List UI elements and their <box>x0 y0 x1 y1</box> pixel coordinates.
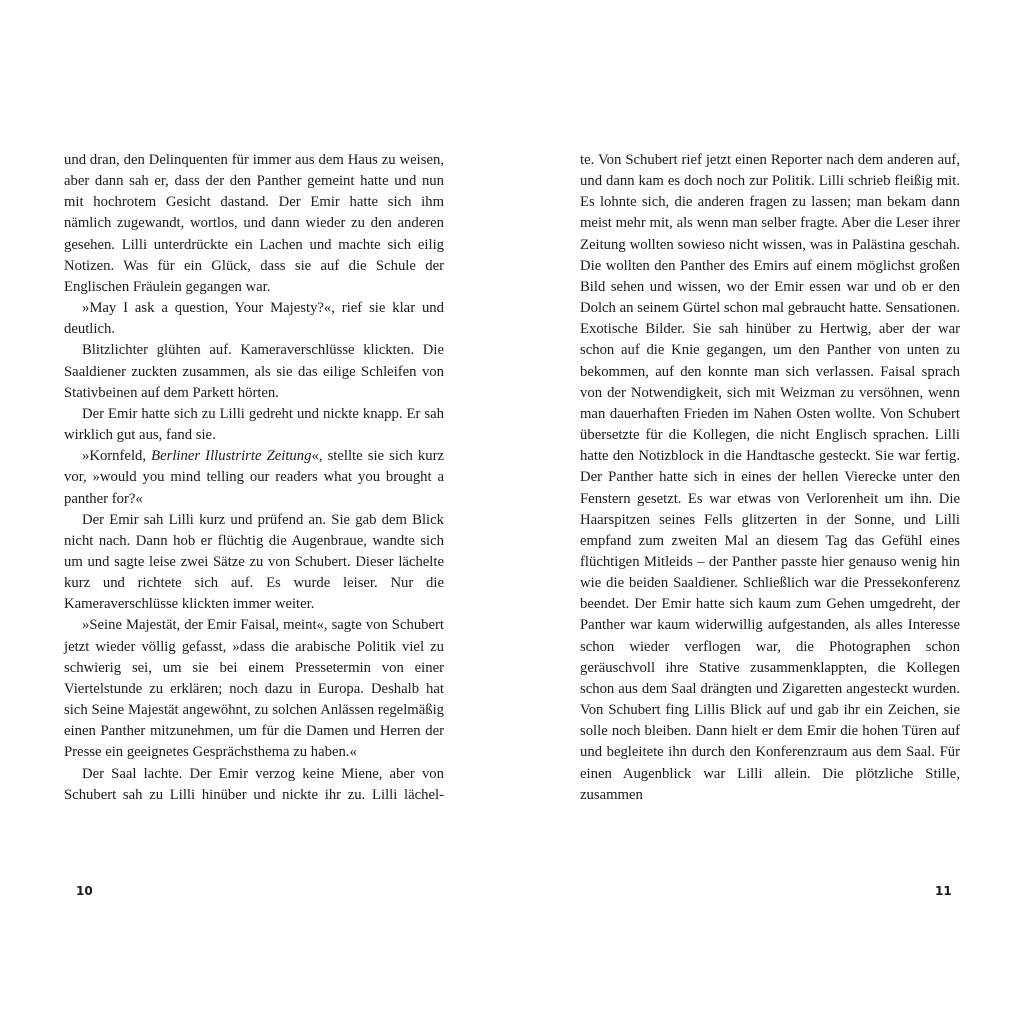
text-segment: »May I ask a question, Your Majesty?«, rief sie klar und deutlich. <box>64 300 444 338</box>
text-segment: te. Von Schubert rief jetzt einen Reporter nach dem anderen auf, und dann kam es doch noch zur Politik. Lilli schrieb fleißig mit. Es lohnte sich, die anderen fragen zu lassen; man bekam dann meist mehr mit, als wenn man selber fragte. Aber die Leser ihrer Zeitung wollten sowieso nicht wissen, was in Palästina geschah. Die wollten den Panther des Emirs auf einem möglichst großen Bild sehen und wissen, wo der Emir essen war und ob er den Dolch an seinem Gürtel schon mal gebraucht hatte. Sensationen. Exotische Bilder. Sie sah hinüber zu Hertwig, aber der war schon auf die Knie gegangen, um den Panther von unten zu bekommen, auf den konnte man sich verlassen. Faisal sprach von der Notwendigkeit, sich mit Weizman zu versöhnen, wenn man dauerhaften Frieden im Nahen Osten wollte. Von Schubert übersetzte für die Kollegen, die nicht Englisch sprachen. Lilli hatte den Notizblock in die Handtasche gesteckt. Sie war fertig. Der Panther hatte sich in eines der hellen Vierecke unter den Fenstern gesetzt. Es war etwas von Verlorenheit um ihn. Die Haarspitzen seines Fells glitzerten in der Sonne, und Lilli empfand zum zweiten Mal an diesem Tag das Gefühl eines flüchtigen Mitleids – der Panther passte hier genauso wenig hin wie die beiden Saaldiener. Schließlich war die Pressekonferenz beendet. Der Emir hatte sich kaum zum Gehen umgedreht, der Panther war kaum widerwillig aufgestanden, als alles Interesse schon wieder verflogen war, die Photographen schon geräuschvoll ihre Stative zusammenklappten, die Kollegen schon aus dem Saal drängten und Zigaretten angesteckt wurden. Von Schubert fing Lillis Blick auf und gab ihr ein Zeichen, sie solle noch bleiben. Dann hielt er dem Emir die hohen Türen auf und begleitete ihn durch den Konferenzraum aus dem Saal. Für einen Augenblick war Lilli allein. Die plötzliche Stille, zusammen <box>580 152 960 803</box>
text-segment: «, stellte sie sich kurz vor, »would you mind telling our readers what you brought a panther for?« <box>64 448 444 507</box>
text-segment: »Seine Majestät, der Emir Faisal, meint«, sagte von Schubert jetzt wieder völlig gefasst, »dass die arabische Politik viel zu schwierig sei, um sie bei einem Pressetermin von einer Viertelstunde zu erklären; noch dazu in Europa. Deshalb hat sich Seine Majestät angewöhnt, zu solchen Anlässen regelmäßig einen Panther mitzunehmen, um für die Damen und Herren der Presse ein geeignetes Gesprächsthema zu haben.« <box>64 617 444 761</box>
right-page <box>580 150 960 806</box>
left-page <box>64 150 444 806</box>
paragraph <box>64 298 444 340</box>
paragraph <box>64 615 444 763</box>
paragraph <box>64 340 444 403</box>
paragraph <box>64 150 444 298</box>
paragraph <box>580 150 960 806</box>
paragraph <box>64 404 444 446</box>
paragraph <box>64 446 444 509</box>
page-number-left: 10 <box>76 884 93 898</box>
text-segment: Der Saal lachte. Der Emir verzog keine Miene, aber von Schubert sah zu Lilli hinüber und nickte ihr zu. Lilli lächel- <box>64 765 444 803</box>
text-segment: Der Emir hatte sich zu Lilli gedreht und nickte knapp. Er sah wirklich gut aus, fand sie. <box>64 405 444 444</box>
page-number-right: 11 <box>935 884 952 898</box>
text-segment: Blitzlichter glühten auf. Kameraverschlüsse klickten. Die Saaldiener zuckten zusammen, als sie das eilige Schleifen von Stativbeinen auf dem Parkett hörten. <box>64 342 444 401</box>
text-segment: und dran, den Delinquenten für immer aus dem Haus zu weisen, aber dann sah er, dass der den Panther gemeint hatte und nun mit hochrotem Gesicht dastand. Der Emir hatte sich ihm nämlich zugewandt, wortlos, und dann wieder zu den anderen gesehen. Lilli unterdrückte ein Lachen und machte sich eilig Notizen. Was für ein Glück, dass sie auf die Schule der Englischen Fräulein gegangen war. <box>64 152 444 295</box>
italic-text: Berliner Illustrirte Zeitung <box>151 448 312 465</box>
paragraph <box>64 764 444 806</box>
text-segment: »Kornfeld, <box>82 448 152 465</box>
text-segment: Der Emir sah Lilli kurz und prüfend an. Sie gab dem Blick nicht nach. Dann hob er flüchtig die Augenbraue, wandte sich um und sagte leise zwei Sätze zu von Schubert. Dieser lächelte kurz und richtete sich auf. Es wurde leiser. Nur die Kameraverschlüsse klickten immer weiter. <box>64 511 444 613</box>
paragraph <box>64 510 444 616</box>
